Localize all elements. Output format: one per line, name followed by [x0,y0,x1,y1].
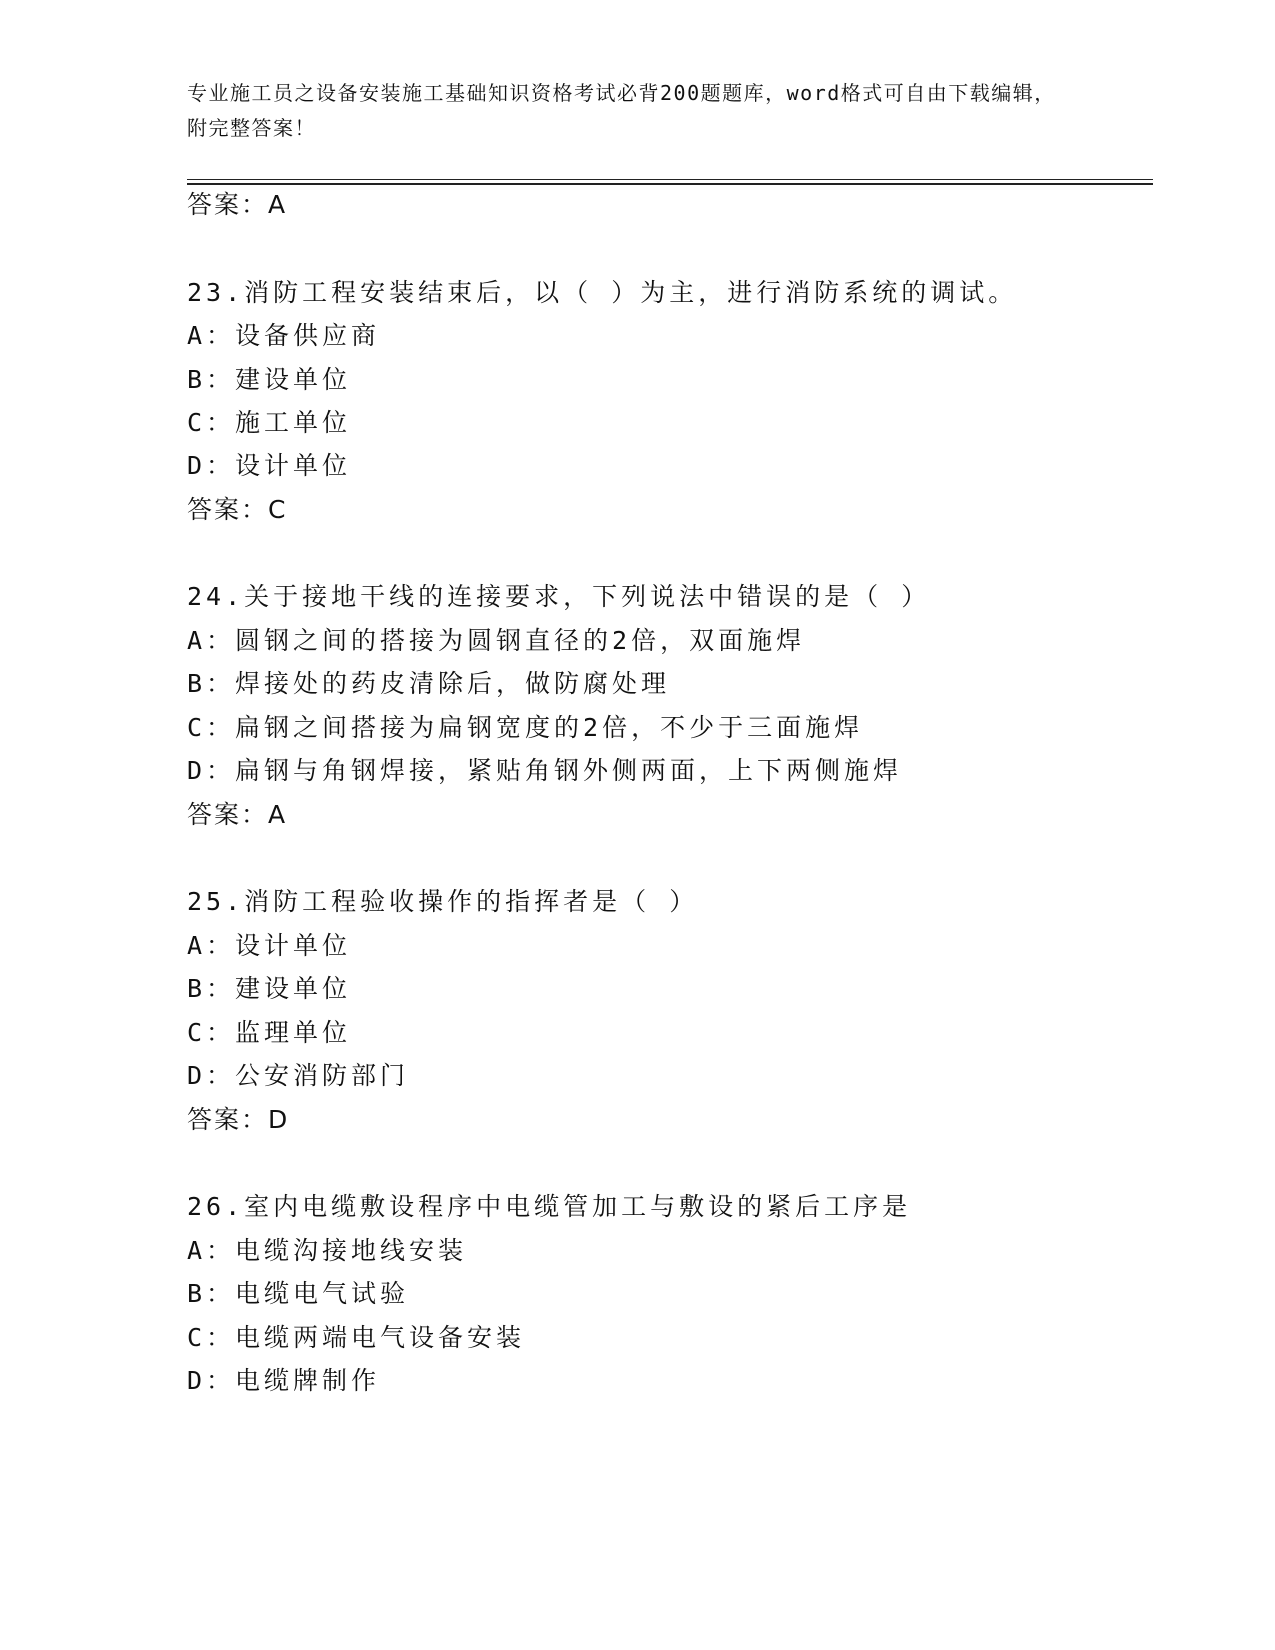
header-divider-thick [187,183,1153,185]
option-c: C：监理单位 [187,1018,352,1047]
option-b: B：焊接处的药皮清除后，做防腐处理 [187,669,671,698]
option-a: A：设计单位 [187,931,352,960]
option-b: B：电缆电气试验 [187,1279,410,1308]
option-b: B：建设单位 [187,365,352,394]
answer-line: 答案：A [187,800,288,829]
question-text: 24.关于接地干线的连接要求，下列说法中错误的是（ ） [187,582,931,611]
option-c: C：扁钢之间搭接为扁钢宽度的2倍，不少于三面施焊 [187,713,864,742]
question-text: 26.室内电缆敷设程序中电缆管加工与敷设的紧后工序是 [187,1192,912,1221]
answer-line: 答案：D [187,1105,290,1134]
option-d: D：扁钢与角钢焊接，紧贴角钢外侧两面，上下两侧施焊 [187,756,903,785]
option-c: C：电缆两端电气设备安装 [187,1323,526,1352]
option-a: A：圆钢之间的搭接为圆钢直径的2倍，双面施焊 [187,626,806,655]
option-d: D：设计单位 [187,451,352,480]
option-a: A：设备供应商 [187,321,381,350]
question-text: 23.消防工程安装结束后，以（ ）为主，进行消防系统的调试。 [187,278,1018,307]
option-b: B：建设单位 [187,974,352,1003]
question-text: 25.消防工程验收操作的指挥者是（ ） [187,887,699,916]
answer-line: 答案：A [187,190,288,219]
answer-line: 答案：C [187,495,288,524]
header-divider [187,179,1153,180]
option-a: A：电缆沟接地线安装 [187,1236,468,1265]
option-d: D：公安消防部门 [187,1061,410,1090]
document-header: 专业施工员之设备安装施工基础知识资格考试必背200题题库，word格式可自由下载编辑，附完整答案！ [187,81,1056,140]
option-c: C：施工单位 [187,408,352,437]
option-d: D：电缆牌制作 [187,1366,381,1395]
